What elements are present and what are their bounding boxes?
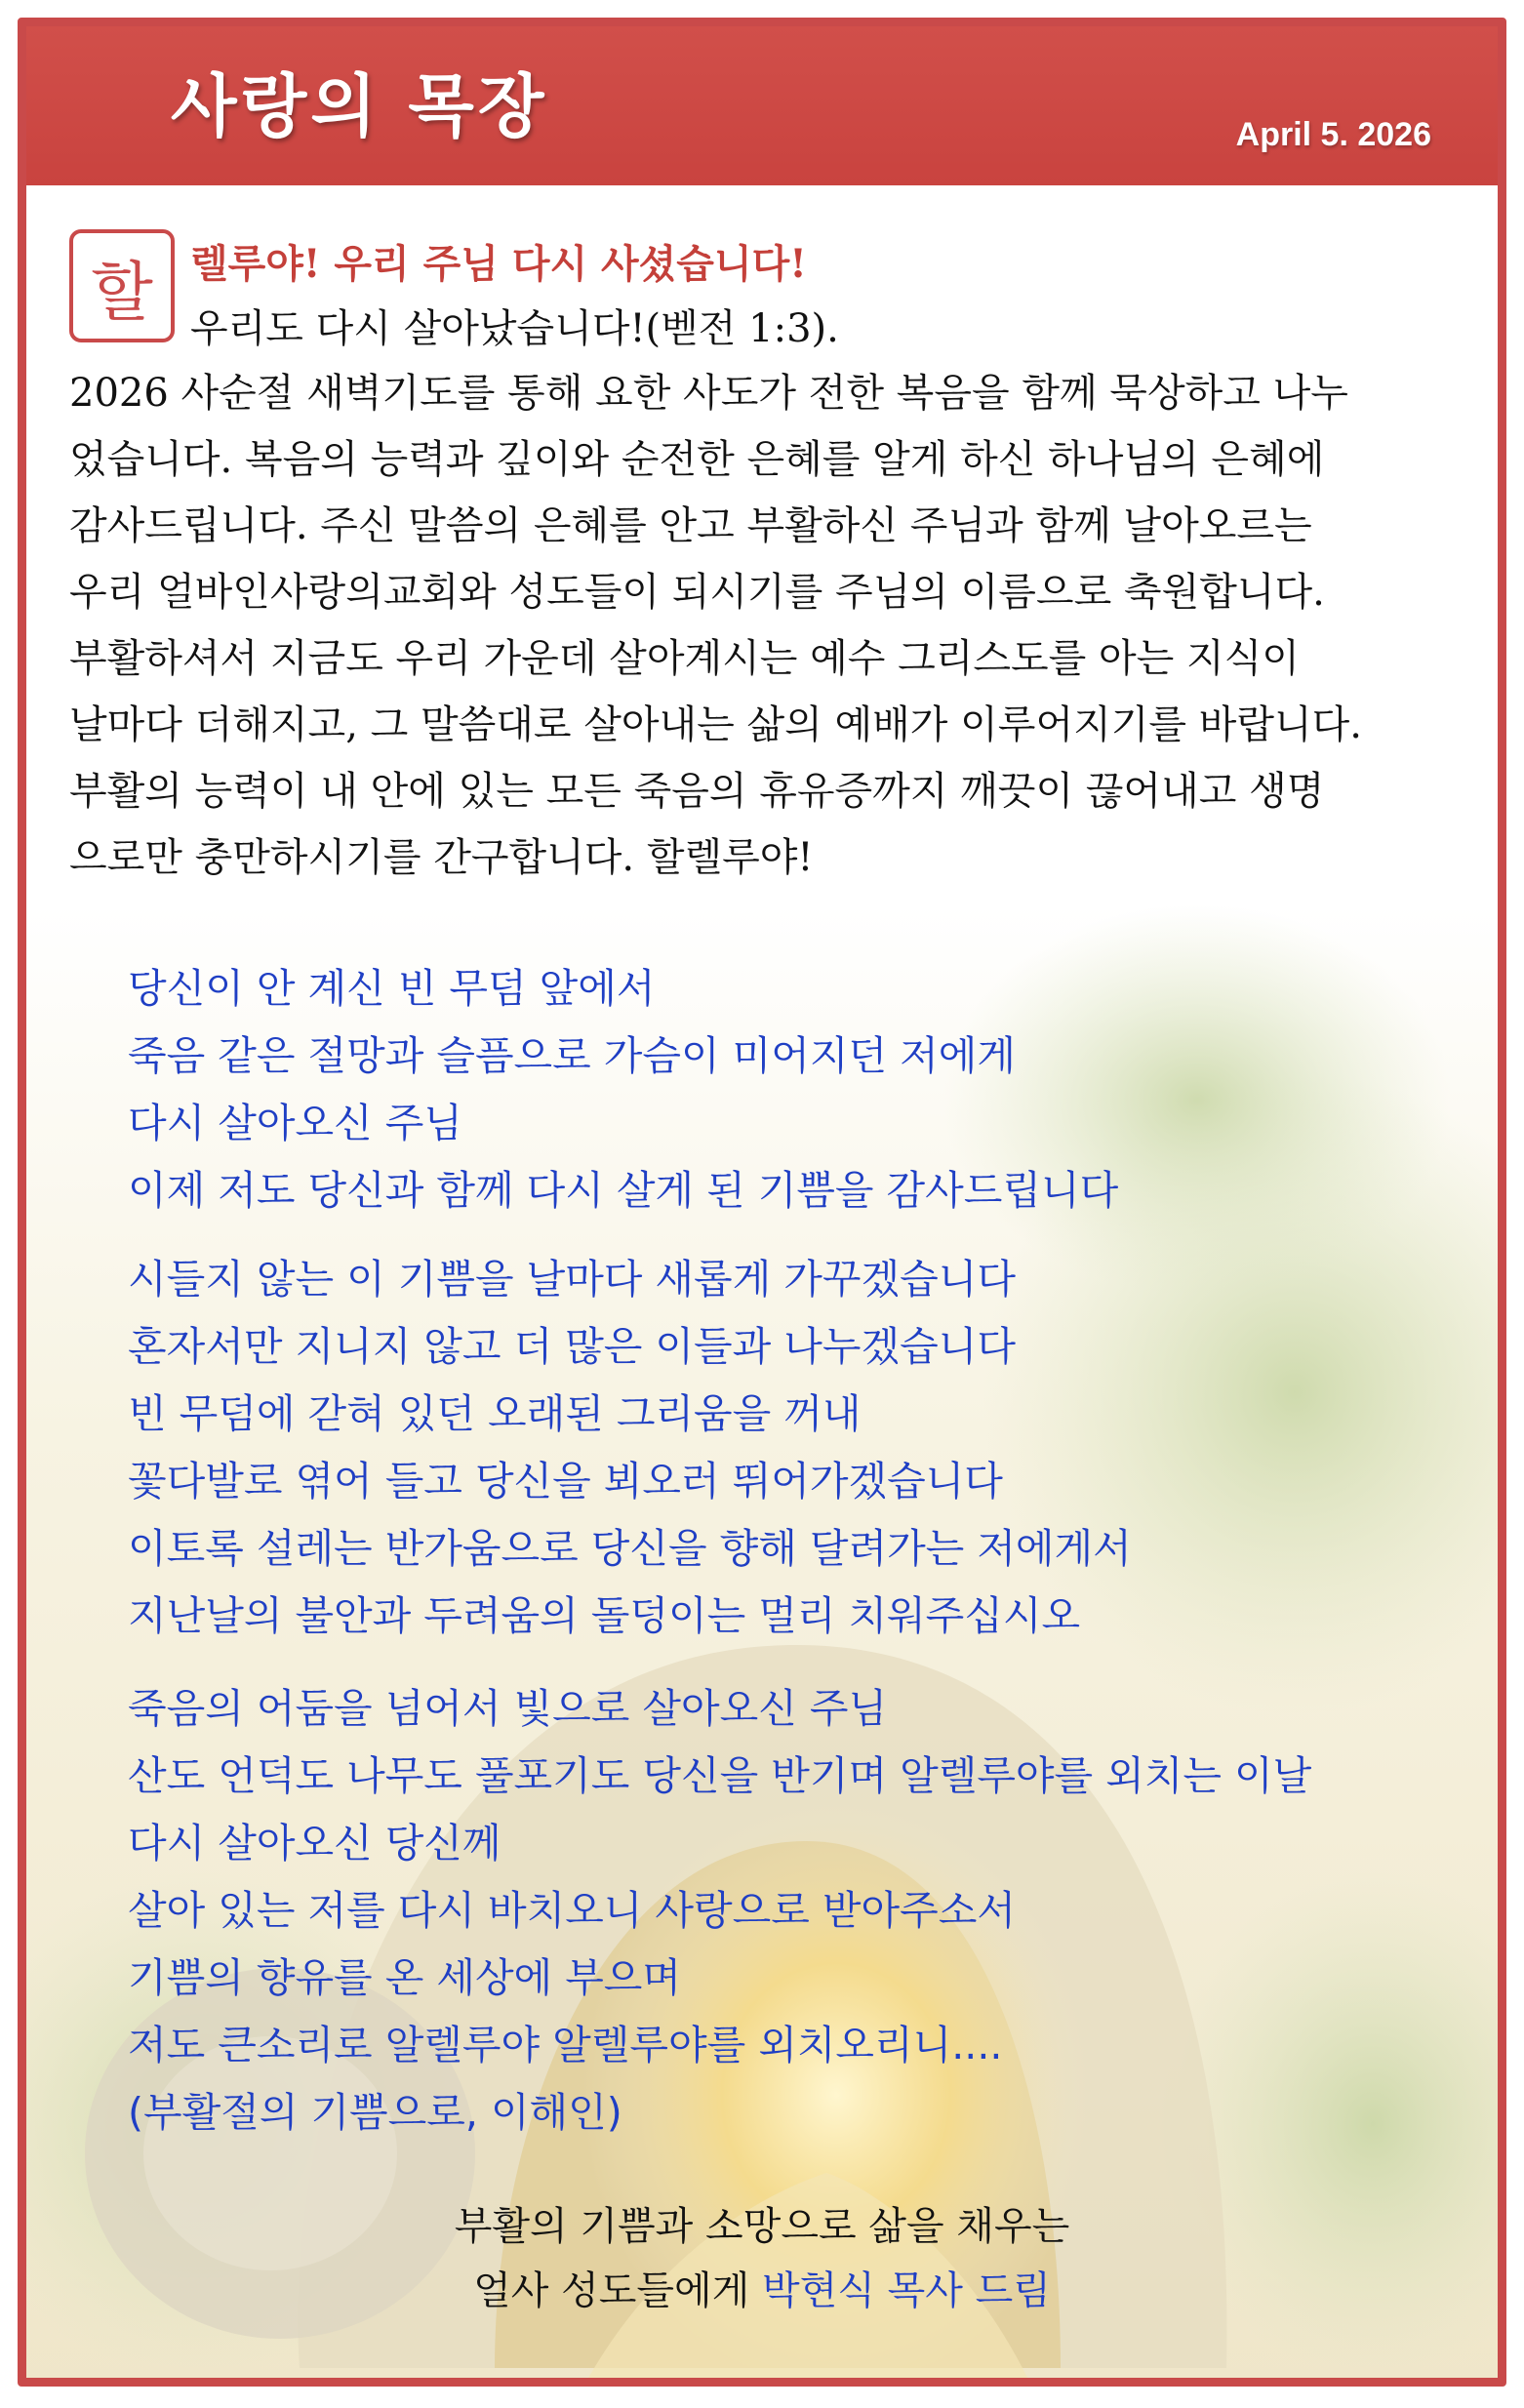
body-line: 날마다 더해지고, 그 말씀대로 살아내는 삶의 예배가 이루어지기를 바랍니다. bbox=[69, 702, 1362, 747]
poem-line: 다시 살아오신 당신께 bbox=[128, 1820, 501, 1866]
bulletin-title: 사랑의 목장 bbox=[171, 66, 548, 146]
poem-line: 산도 언덕도 나무도 풀포기도 당신을 반기며 알렐루야를 외치는 이날 bbox=[128, 1752, 1312, 1799]
poem-stanza-3 bbox=[128, 1675, 1311, 2147]
poem-line: 살아 있는 저를 다시 바치오니 사랑으로 받아주소서 bbox=[128, 1887, 1016, 1934]
poem-line: 죽음의 어둠을 넘어서 빛으로 살아오신 주님 bbox=[128, 1685, 888, 1732]
body-line: 우리 얼바인사랑의교회와 성도들이 되시기를 주님의 이름으로 축원합니다. bbox=[69, 570, 1325, 615]
body-line: 었습니다. 복음의 능력과 깊이와 순전한 은혜를 알게 하신 하나님의 은혜에 bbox=[69, 437, 1325, 482]
closing-line: 부활의 기쁨과 소망으로 삶을 채우는 bbox=[454, 2204, 1070, 2249]
poem-attribution: (부활절의 기쁨으로, 이해인) bbox=[128, 2089, 622, 2136]
header-bar bbox=[26, 26, 1498, 185]
body-line: 부활의 능력이 내 안에 있는 모든 죽음의 휴유증까지 깨끗이 끊어내고 생명 bbox=[69, 769, 1325, 814]
poem-line: 빈 무덤에 갇혀 있던 오래된 그리움을 꺼내 bbox=[128, 1390, 862, 1437]
closing-line-2 bbox=[26, 2259, 1498, 2323]
intro-subline: 우리도 다시 살아났습니다!(벧전 1:3). bbox=[190, 306, 839, 351]
body-line: 감사드립니다. 주신 말씀의 은혜를 안고 부활하신 주님과 함께 날아오르는 bbox=[69, 503, 1312, 548]
poem-line: 시들지 않는 이 기쁨을 날마다 새롭게 가꾸겠습니다 bbox=[128, 1256, 1016, 1303]
poem-stanza-1 bbox=[128, 955, 1118, 1224]
pastor-letter-body bbox=[69, 360, 1362, 891]
body-line: 으로만 충만하시기를 간구합니다. 할렐루야! bbox=[69, 835, 814, 880]
poem-stanza-2 bbox=[128, 1246, 1132, 1650]
bulletin-date: April 5. 2026 bbox=[1235, 116, 1431, 153]
body-line: 2026 사순절 새벽기도를 통해 요한 사도가 전한 복음을 함께 묵상하고 나누 bbox=[69, 371, 1348, 416]
poem-line: 지난날의 불안과 두려움의 돌덩이는 멀리 치워주십시오 bbox=[128, 1592, 1081, 1639]
poem-line: 혼자서만 지니지 않고 더 많은 이들과 나누겠습니다 bbox=[128, 1323, 1016, 1370]
poem-line: 다시 살아오신 주님 bbox=[128, 1100, 462, 1146]
poem-line: 꽃다발로 엮어 들고 당신을 뵈오러 뛰어가겠습니다 bbox=[128, 1458, 1003, 1505]
bulletin-frame bbox=[18, 18, 1506, 2387]
drop-cap: 할 bbox=[69, 229, 175, 342]
intro-headline: 렐루야! 우리 주님 다시 사셨습니다! bbox=[190, 241, 807, 287]
poem-line: 저도 큰소리로 알렐루야 알렐루야를 외치오리니.... bbox=[128, 2022, 1003, 2068]
signer-name: 박현식 목사 드림 bbox=[762, 2268, 1051, 2313]
closing-signature bbox=[26, 2194, 1498, 2323]
poem-line: 죽음 같은 절망과 슬픔으로 가슴이 미어지던 저에게 bbox=[128, 1032, 1016, 1079]
poem-line: 기쁨의 향유를 온 세상에 부으며 bbox=[128, 1954, 682, 2001]
poem-line: 당신이 안 계신 빈 무덤 앞에서 bbox=[128, 965, 656, 1012]
poem-line: 이제 저도 당신과 함께 다시 살게 된 기쁨을 감사드립니다 bbox=[128, 1167, 1119, 1214]
poem-line: 이토록 설레는 반가움으로 당신을 향해 달려가는 저에게서 bbox=[128, 1525, 1132, 1572]
closing-recipients: 얼사 성도들에게 bbox=[473, 2268, 762, 2313]
body-line: 부활하셔서 지금도 우리 가운데 살아계시는 예수 그리스도를 아는 지식이 bbox=[69, 636, 1300, 681]
